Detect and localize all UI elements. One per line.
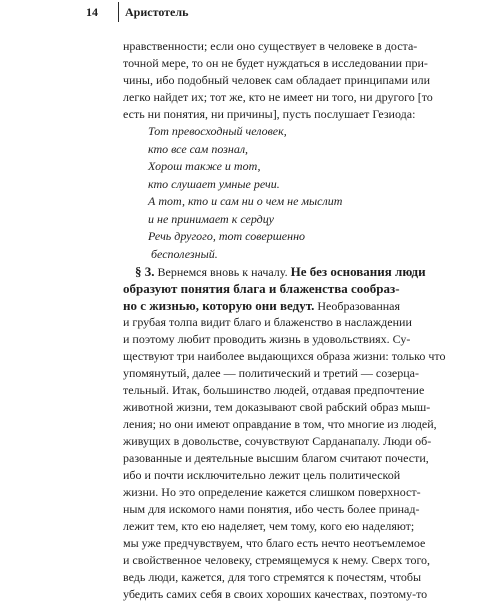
quote-line: Тот превосходный человек, [148, 124, 287, 138]
section-thesis-line: образуют понятия блага и блаженства сообраз- [123, 281, 400, 296]
section-first-line [123, 263, 426, 280]
body-line: убедить самих себя в своих хороших качествах, поэтому-то [123, 587, 428, 601]
body-line: ным для искомого нами понятия, ибо честь более принад- [123, 502, 420, 516]
body-line: и поэтому любит проводить жизнь в удовольствиях. Су- [123, 332, 411, 346]
quote-line: Хорош также и тот, [148, 159, 261, 173]
page-number: 14 [86, 5, 98, 19]
quote-line: кто слушает умные речи. [148, 176, 280, 191]
body-line: есть ни понятия, ни причины], пусть послушает Гезиода: [123, 107, 416, 121]
header-divider [118, 2, 119, 22]
body-line: чины, ибо подобный человек сам обладает принципами или [123, 73, 430, 87]
running-title: Аристотель [125, 5, 189, 19]
body-line: и свойственное человеку, стремящемуся к нему. Сверх того, [123, 553, 431, 567]
body-line: ибо и почти исключительно лежит цель политической [123, 468, 401, 482]
running-header [0, 0, 500, 24]
body-line: разованные и деятельные высшим благом считают почести, [123, 451, 429, 465]
body-line: и грубая толпа видит благо и блаженство в наслаждении [123, 315, 412, 329]
body-line: ведь люди, кажется, для того стремятся к почестям, чтобы [123, 570, 422, 584]
body-line: тельный. Итак, большинство людей, отдавая предпочтение [123, 383, 425, 397]
quote-line: кто все сам познал, [148, 141, 249, 156]
quote-line: и не принимает к сердцу [148, 211, 274, 226]
hesiod-quote [123, 123, 397, 263]
quote-line: А тот, кто и сам ни о чем не мыслит [148, 194, 343, 208]
body-line: жизни. Но это определение кажется слишком поверхност- [123, 485, 421, 499]
body-line: животной жизни, тем доказывают свой рабский образ мыш- [123, 400, 431, 414]
quote-line: бесполезный. [151, 246, 218, 261]
section-label: § 3. [135, 264, 155, 279]
section-intro: Вернемся вновь к началу. [157, 265, 288, 279]
body-line: точной мере, то он не будет нуждаться в исследовании при- [123, 56, 428, 70]
body-line-tail: Необразованная [317, 299, 401, 313]
body-line: нравственности; если оно существует в человеке в доста- [123, 39, 418, 53]
section-thesis: Не без основания люди [290, 264, 426, 279]
quote-line: Речь другого, тот совершенно [148, 229, 306, 243]
body-line: ществуют три наиболее выдающихся образа жизни: только что [123, 349, 446, 363]
section-thesis-end: но с жизнью, которую они ведут. [123, 298, 315, 313]
body-line: живущих в довольстве, сочувствуют Сарданапалу. Люди об- [123, 434, 432, 448]
body-line: упомянутый, далее — политический и третий — созерца- [123, 366, 419, 380]
body-line: мы уже предчувствуем, что благо есть нечто неотъемлемое [123, 536, 426, 550]
body-line: легко найдет их; тот же, кто не имеет ни того, ни другого [то [123, 90, 433, 104]
body-line: лежит тем, кто ею наделяет, чем тому, кого ею наделяют; [123, 519, 415, 533]
body-line: ления; но они имеют оправдание в том, что многие из людей, [123, 417, 437, 431]
page-body [123, 38, 446, 603]
body-line [123, 297, 401, 314]
